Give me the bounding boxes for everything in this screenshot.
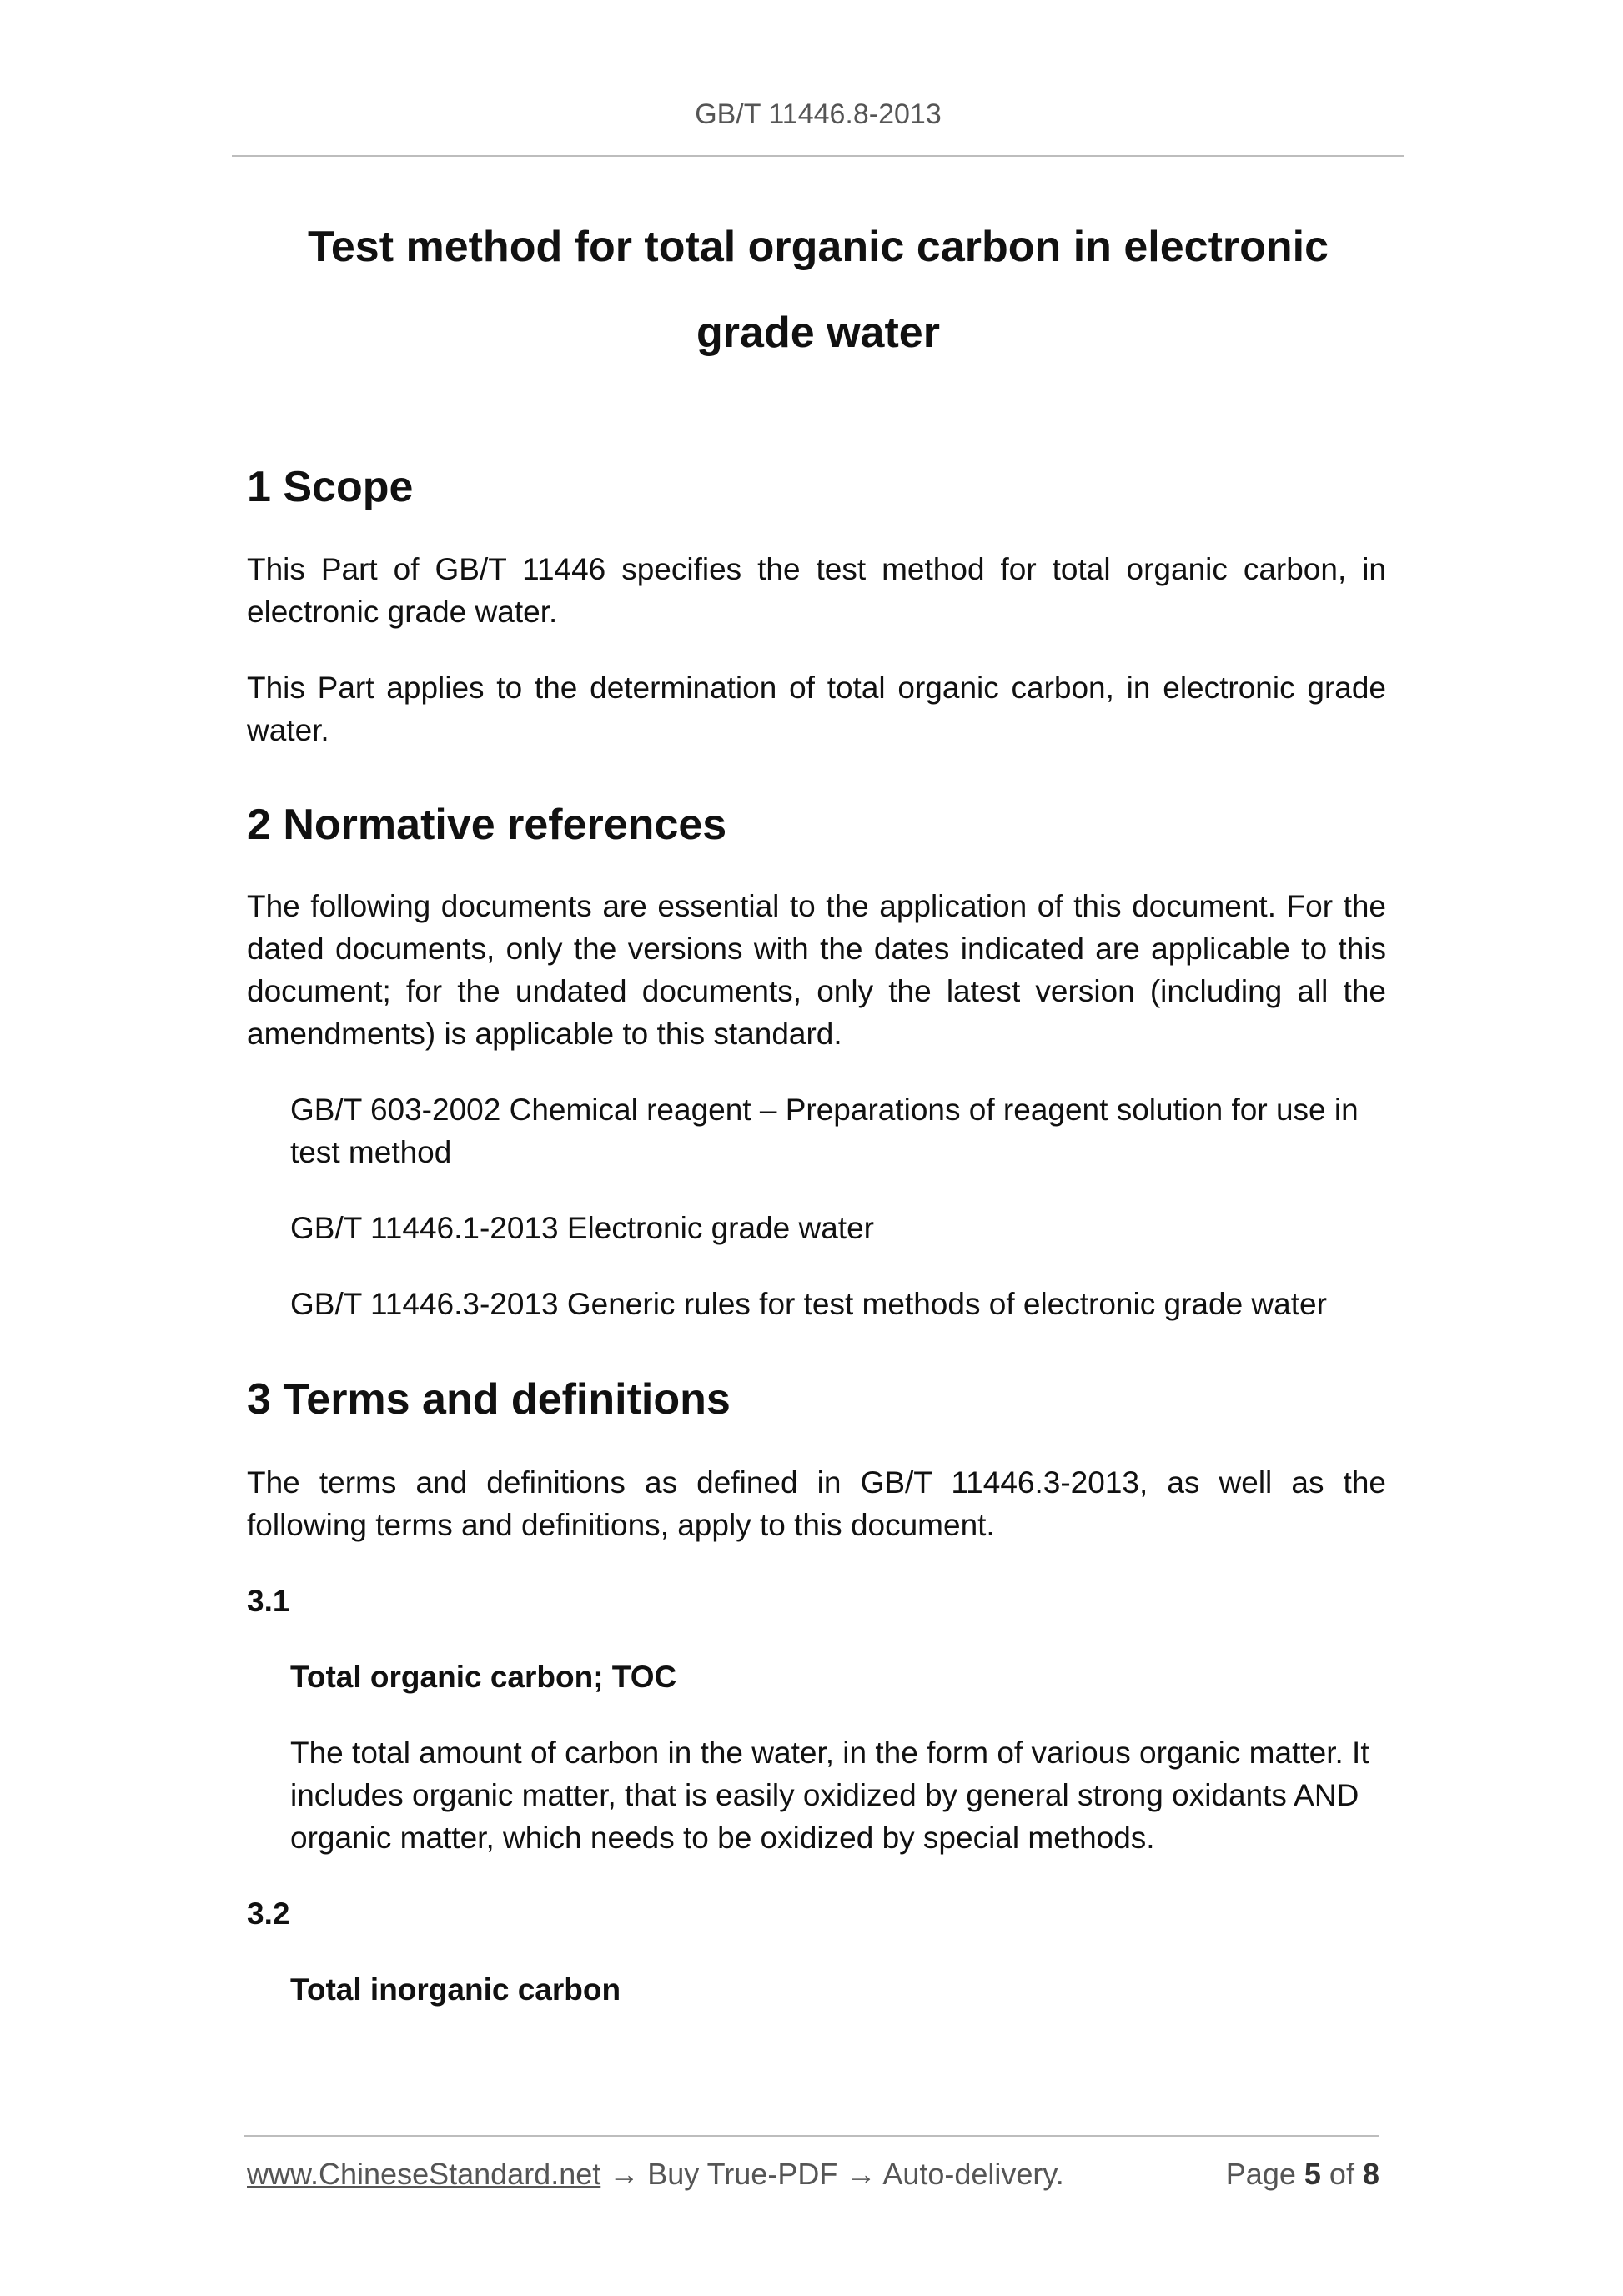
term-number-3-1: 3.1 — [247, 1584, 290, 1618]
website-link[interactable]: www.ChineseStandard.net — [247, 2157, 601, 2191]
scope-heading: 1 Scope — [247, 463, 414, 511]
normative-references-paragraph: The following documents are essential to the application of this document. For the dated documents, only the versions with the dates indicated are applicable to this document; for the undated documents, only the latest version (including all the amendments) is applicable to this standard. — [247, 889, 1386, 1051]
footer-tagline: → Buy True-PDF → Auto-delivery. — [600, 2157, 1064, 2191]
document-code-header: GB/T 11446.8-2013 — [695, 98, 942, 130]
page-total: 8 — [1362, 2157, 1379, 2191]
page-of-label: of — [1329, 2157, 1354, 2191]
header-divider — [232, 155, 1404, 157]
footer-promo — [247, 2157, 1064, 2192]
normative-references-heading: 2 Normative references — [247, 801, 727, 849]
page-indicator — [1226, 2157, 1379, 2192]
term-number-3-2: 3.2 — [247, 1897, 290, 1931]
reference-item: GB/T 11446.3-2013 Generic rules for test methods of electronic grade water — [290, 1287, 1327, 1321]
reference-item: GB/T 603-2002 Chemical reagent – Preparations of reagent solution for use in test method — [290, 1093, 1359, 1169]
document-title-line-1: Test method for total organic carbon in electronic — [307, 223, 1329, 271]
term-title-total-inorganic-carbon: Total inorganic carbon — [290, 1972, 621, 2007]
page-label: Page — [1225, 2157, 1296, 2191]
term-definition-toc: The total amount of carbon in the water, in the form of various organic matter. It includes organic matter, that is easily oxidized by general strong oxidants AND organic matter, which needs to be oxidized by special methods. — [290, 1736, 1369, 1855]
document-title — [232, 204, 1404, 376]
reference-item: GB/T 11446.1-2013 Electronic grade water — [290, 1211, 874, 1245]
page-current: 5 — [1304, 2157, 1321, 2191]
document-title-line-2: grade water — [696, 309, 940, 357]
terms-definitions-paragraph: The terms and definitions as defined in GB/T 11446.3-2013, as well as the following terms and definitions, apply to this document. — [247, 1465, 1386, 1542]
term-title-toc: Total organic carbon; TOC — [290, 1660, 677, 1694]
document-body — [247, 457, 1386, 2011]
terms-definitions-heading: 3 Terms and definitions — [247, 1375, 731, 1424]
scope-paragraph-1: This Part of GB/T 11446 specifies the test method for total organic carbon, in electronic grade water. — [247, 552, 1386, 629]
scope-paragraph-2: This Part applies to the determination of total organic carbon, in electronic grade water. — [247, 671, 1386, 747]
footer-divider — [244, 2135, 1379, 2137]
